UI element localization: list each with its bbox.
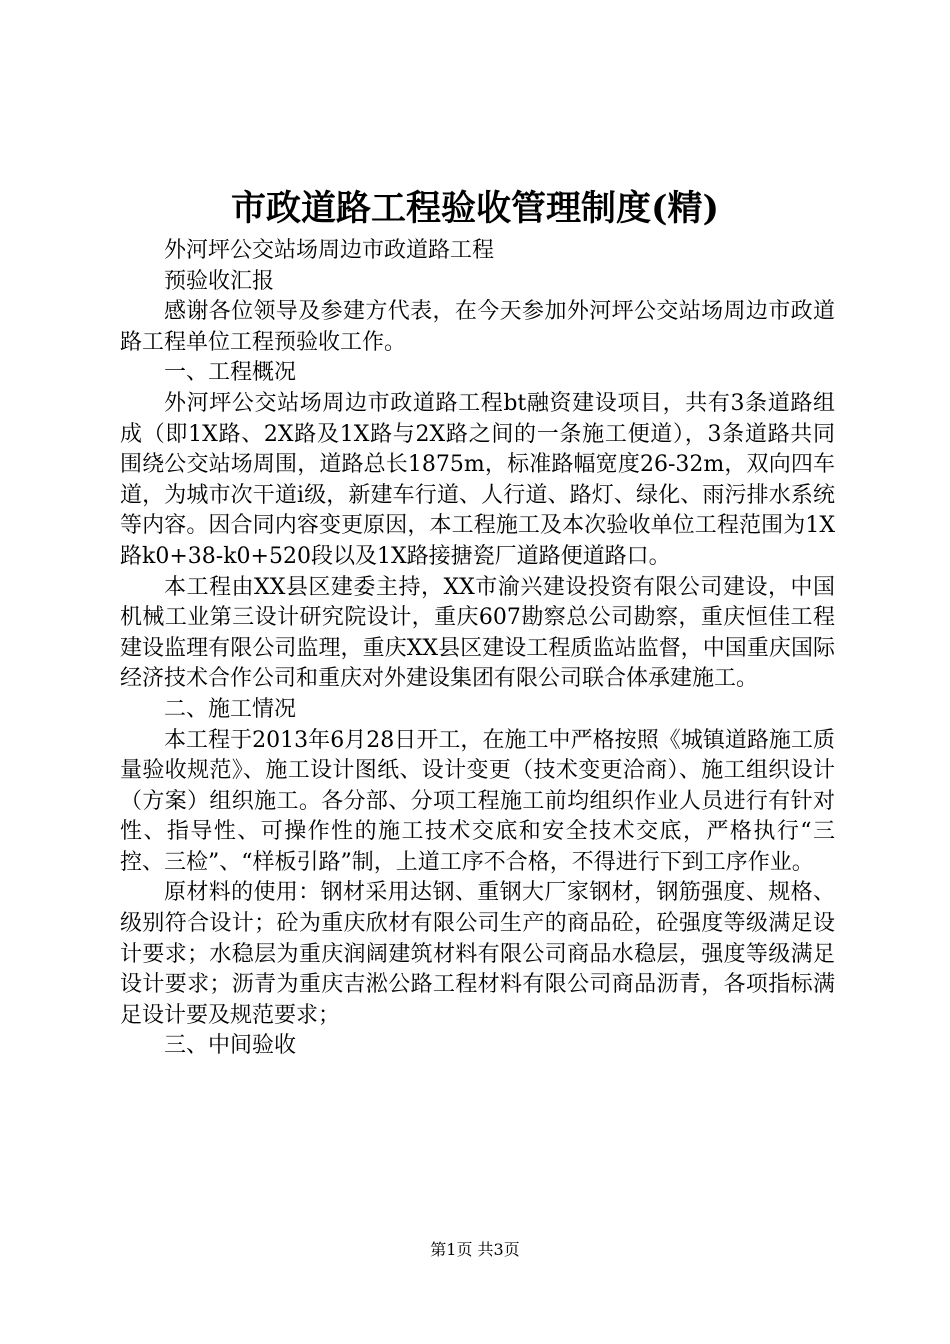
document-body xyxy=(120,236,835,1062)
section-heading-overview: 一、工程概况 xyxy=(164,360,297,386)
section-heading-construction: 二、施工情况 xyxy=(164,696,297,722)
document-title: 市政道路工程验收管理制度(精) xyxy=(230,188,720,229)
paragraph-construction: 本工程于2013年6月28日开工，在施工中严格按照《城镇道路施工质量验收规范》、施工设计图纸、设计变更（技术变更洽商）、施工组织设计（方案）组织施工。各分部、分项工程施工前均组织作业人员进行有针对性、指导性、可操作性的施工技术交底和安全技术交底，严格执行“三控、三检”、“样板引路”制，上道工序不合格，不得进行下到工序作业。 xyxy=(120,727,835,875)
paragraph-project-name: 外河坪公交站场周边市政道路工程 xyxy=(164,238,495,263)
paragraph-overview: 外河坪公交站场周边市政道路工程bt融资建设项目，共有3条道路组成（即1X路、2X路及1X路与2X路之间的一条施工便道），3条道路共同围绕公交站场周围，道路总长1875m，标准路幅宽度26-32m，双向四车道，为城市次干道ⅰ级，新建车行道、人行道、路灯、绿化、雨污排水系统等内容。因合同内容变更原因，本工程施工及本次验收单位工程范围为1X路k0+38-k0+520段以及1X路接搪瓷厂道路便道路口。 xyxy=(120,390,835,569)
section-heading-midterm-acceptance: 三、中间验收 xyxy=(164,1033,297,1059)
paragraph-thanks: 感谢各位领导及参建方代表，在今天参加外河坪公交站场周边市政道路工程单位工程预验收工作。 xyxy=(120,299,835,355)
paragraph-materials: 原材料的使用：钢材采用达钢、重钢大厂家钢材，钢筋强度、规格、级别符合设计；砼为重庆欣材有限公司生产的商品砼，砼强度等级满足设计要求；水稳层为重庆润阔建筑材料有限公司商品水稳层，强度等级满足设计要求；沥青为重庆吉淞公路工程材料有限公司商品沥青，各项指标满足设计要及规范要求； xyxy=(120,880,835,1028)
page-number: 第1页 共3页 xyxy=(430,1240,520,1259)
paragraph-report-title: 预验收汇报 xyxy=(164,268,275,294)
paragraph-participants: 本工程由XX县区建委主持，XX市渝兴建设投资有限公司建设，中国机械工业第三设计研究院设计，重庆607勘察总公司勘察，重庆恒佳工程建设监理有限公司监理，重庆XX县区建设工程质监站监督，中国重庆国际经济技术合作公司和重庆对外建设集团有限公司联合体承建施工。 xyxy=(120,574,835,692)
